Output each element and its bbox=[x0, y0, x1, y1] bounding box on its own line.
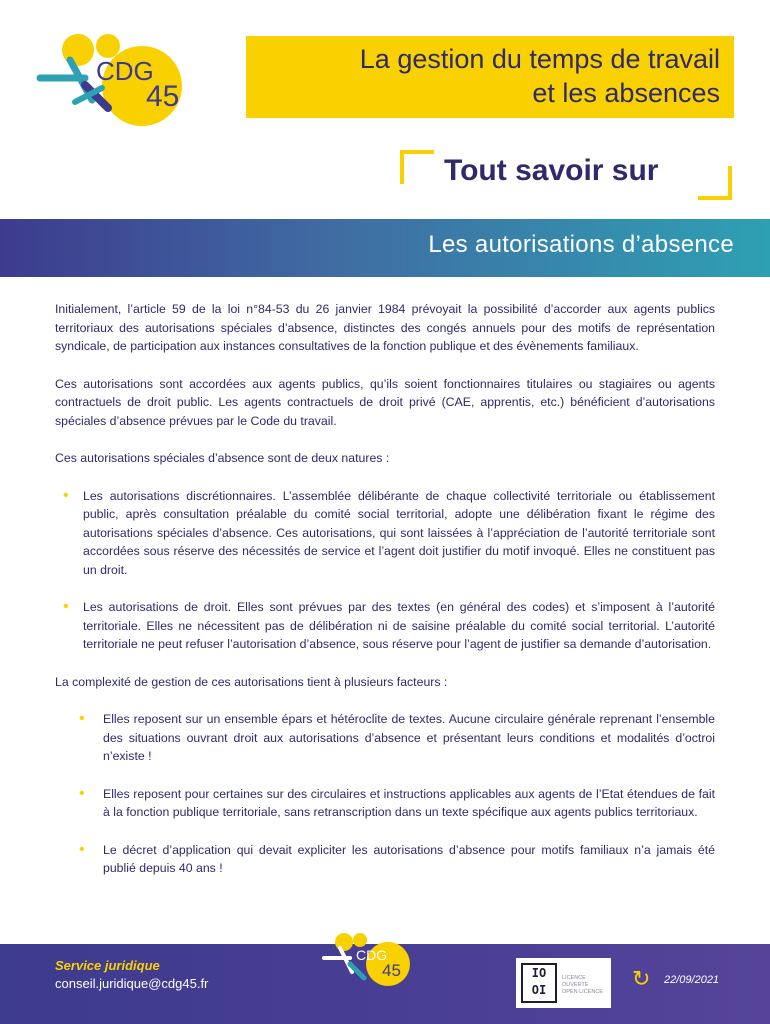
bullet-icon: • bbox=[79, 784, 85, 802]
footer-email-link[interactable]: conseil.juridique@cdg45.fr bbox=[55, 976, 209, 991]
main-content bbox=[55, 300, 715, 897]
bracket-right-decoration bbox=[698, 166, 732, 200]
document-date: 22/09/2021 bbox=[664, 974, 720, 986]
paragraph: Ces autorisations sont accordées aux agents publics, qu’ils soient fonctionnaires titulaires ou stagiaires ou agents contractuels de droit public. Les agents contractuels de droit privé (CAE, apprentis, etc.) bénéficient d’autorisations spéciales d’absence prévues par le Code du travail. bbox=[55, 376, 715, 428]
licence-text: LICENCE OUVERTE OPEN LICENCE bbox=[562, 975, 603, 995]
title-line-1: La gestion du temps de travail bbox=[359, 44, 720, 74]
paragraph: La complexité de gestion de ces autorisations tient à plusieurs facteurs : bbox=[55, 674, 448, 689]
licence-mark: IO OI bbox=[521, 963, 557, 1003]
bracket-left-decoration bbox=[400, 150, 434, 184]
footer bbox=[0, 944, 770, 1024]
section-title: Les autorisations d’absence bbox=[428, 231, 734, 258]
kicker-text: Tout savoir sur bbox=[444, 154, 659, 187]
list-item-text: Les autorisations discrétionnaires. L’assemblée délibérante de chaque collectivité territoriale ou établissement public, après consultation préalable du comité social territorial, adopte une délibération fixant le régime des autorisations spéciales d’absence. Ces autorisations, qui sont laissées à l’appréciation de l’autorité territoriale sont accordées sous réserve des nécessités de service et l’agent doit justifier du motif invoqué. Elles ne constituent pas un droit. bbox=[83, 488, 715, 577]
cdg45-logo bbox=[322, 930, 422, 990]
list-item-text: Elles reposent pour certaines sur des circulaires et instructions applicables aux agents de l’Etat étendues de fait à la fonction publique territoriale, sans retranscription dans un texte spécifique aux agents publics territoriaux. bbox=[103, 786, 715, 819]
logo-number: 45 bbox=[146, 80, 180, 113]
refresh-icon: ↻ bbox=[632, 966, 651, 991]
bullet-icon: • bbox=[79, 840, 85, 858]
list-item-text: Elles reposent sur un ensemble épars et hétéroclite de textes. Aucune circulaire générale reprenant l’ensemble des situations ouvrant droit aux autorisations d’absence et présentant leurs conditions et modalités d’octroi n’existe ! bbox=[103, 712, 715, 763]
list-item-text: Les autorisations de droit. Elles sont prévues par des textes (en général des codes) et s’imposent à l’autorité territoriale. Elles ne nécessitent pas de délibération ni de saisine préalable du comité social territorial. L’autorité territoriale ne peut refuser l’autorisation d’absence, sous réserve pour l’agent de justifier sa demande d’autorisation. bbox=[83, 600, 715, 651]
kicker-block bbox=[398, 146, 738, 206]
list-item bbox=[55, 785, 715, 822]
paragraph: Ces autorisations spéciales d’absence sont de deux natures : bbox=[55, 451, 390, 465]
paragraph: Initialement, l’article 59 de la loi n°84-53 du 26 janvier 1984 prévoyait la possibilité d’accorder aux agents publics territoriaux des autorisations spéciales d’absence, distinctes des congés annuels pour des motifs de représentation syndicale, de participation aux instances consultatives de la fonction publique et des évènements familiaux. bbox=[55, 302, 715, 353]
logo-number: 45 bbox=[382, 961, 401, 980]
document-title bbox=[246, 36, 734, 118]
logo-text: CDG bbox=[96, 56, 154, 86]
bullet-icon: • bbox=[63, 486, 69, 504]
bullet-icon: • bbox=[63, 598, 69, 615]
footer-service: Service juridique bbox=[55, 958, 160, 973]
bullet-icon: • bbox=[79, 710, 85, 727]
list-item bbox=[55, 598, 715, 654]
logo-text: CDG bbox=[356, 947, 388, 963]
section-banner bbox=[0, 219, 770, 277]
licence-ouverte-logo bbox=[516, 958, 611, 1008]
list-item bbox=[55, 841, 715, 878]
list-item bbox=[55, 710, 715, 766]
facteurs-list bbox=[55, 710, 715, 878]
natures-list bbox=[55, 487, 715, 654]
list-item bbox=[55, 487, 715, 580]
list-item-text: Le décret d’application qui devait expliciter les autorisations d’absence pour motifs familiaux n’a jamais été publié depuis 40 ans ! bbox=[103, 842, 715, 875]
cdg45-logo bbox=[30, 30, 215, 130]
title-line-2: et les absences bbox=[532, 78, 720, 108]
